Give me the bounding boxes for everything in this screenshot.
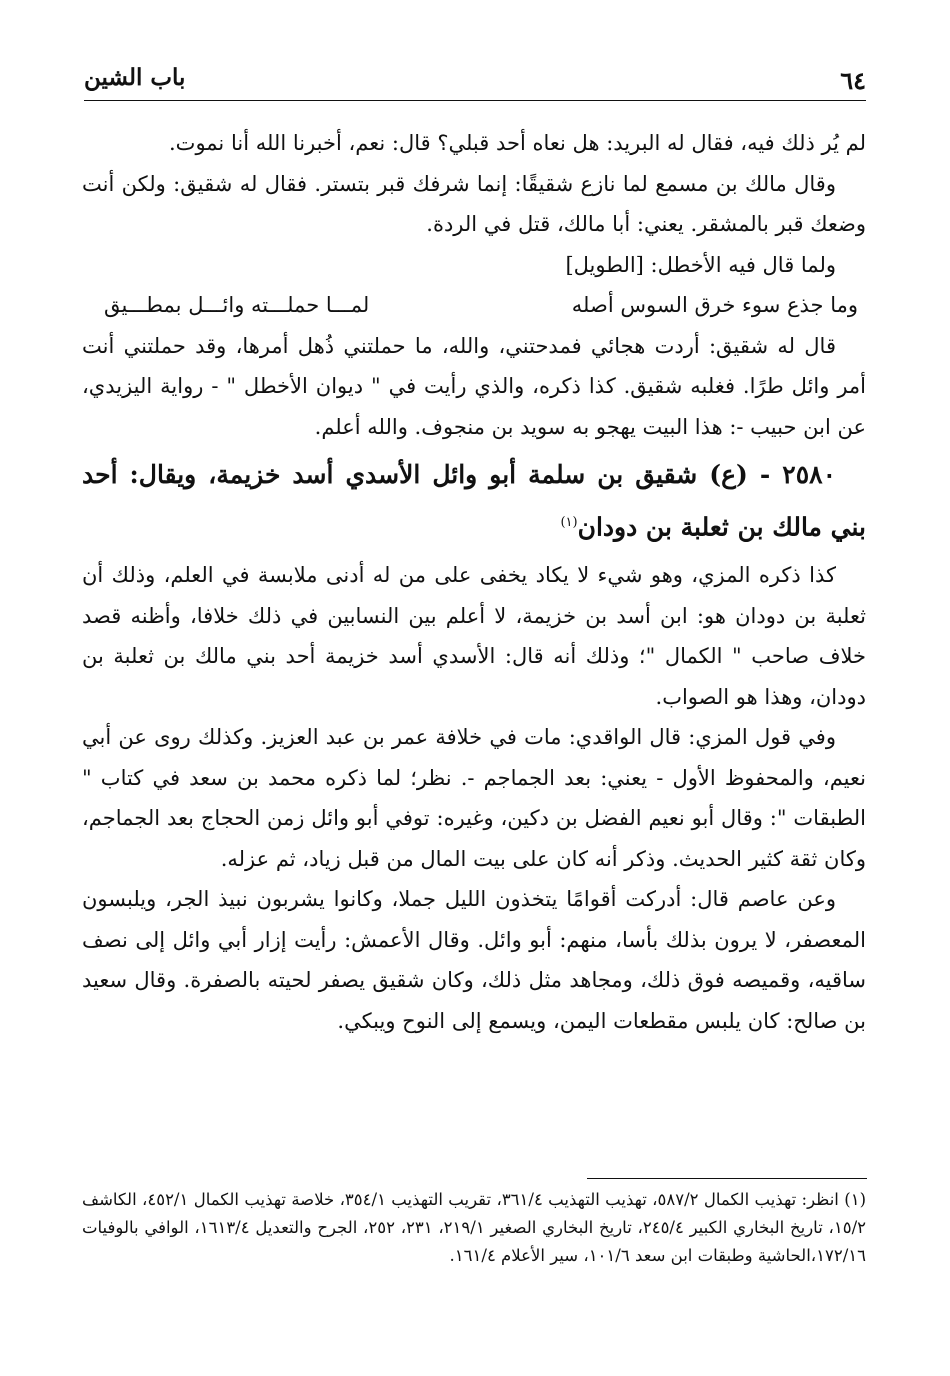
footnote-reference: (١) [560,515,578,530]
entry-heading-text: ٢٥٨٠ - (ع) شقيق بن سلمة أبو وائل الأسدي أسد خزيمة، ويقال: أحد بني مالك بن ثعلبة بن دودان [82,460,866,542]
paragraph: كذا ذكره المزي، وهو شيء لا يكاد يخفى على من له أدنى ملابسة في العلم، وذلك أن ثعلبة بن دودان هو: ابن أسد بن خزيمة، لا أعلم بين النسابين في ذلك خلافا، وأظنه قصد خلاف صاحب " الكمال "؛ وذلك أنه قال: الأسدي أسد خزيمة أحد بني مالك بن ثعلبة بن دودان، وهذا هو الصواب. [82,563,866,709]
page-number: ٦٤ [840,66,866,95]
main-text [82,123,866,1041]
paragraph: وعن عاصم قال: أدركت أقوامًا يتخذون الليل جملا، وكانوا يشربون نبيذ الجر، ويلبسون المعصفر، لا يرون بذلك بأسا، منهم: أبو وائل. وقال الأعمش: رأيت إزار أبي وائل إلى نصف ساقيه، وقميصه فوق ذلك، ومجاهد مثل ذلك، وكان شقيق يصفر لحيته بالصفرة. وقال سعيد بن صالح: كان يلبس مقطعات اليمن، ويسمع إلى النوح ويبكي. [82,887,866,1033]
verse-intro: ولما قال فيه الأخطل: [الطويل] [565,252,836,277]
entry-heading [82,451,866,551]
paragraph: لم يُر ذلك فيه، فقال له البريد: هل نعاه أحد قبلي؟ قال: نعم، أخبرنا الله أنا نموت. [169,131,866,155]
page-header [84,56,866,101]
footnote [82,1186,866,1270]
running-title: باب الشين [84,64,186,91]
footnote-text: (١) انظر: تهذيب الكمال ٥٨٧/٢، تهذيب التهذيب ٣٦١/٤، تقريب التهذيب ٣٥٤/١، خلاصة تهذيب الكمال ٤٥٢/١، الكاشف ١٥/٢، تاريخ البخاري الكبير ٢٤٥/٤، تاريخ البخاري الصغير ٢١٩/١، ٢٣١، ٢٥٢، الجرح والتعديل ١٦١٣/٤، الوافي بالوفيات ١٧٢/١٦،الحاشية وطبقات ابن سعد ١٠١/٦، سير الأعلام ١٦١/٤. [82,1190,866,1265]
paragraph: وقال مالك بن مسمع لما نازع شقيقًا: إنما شرفك قبر بتستر. فقال له شقيق: ولكن أنت وضعك قبر بالمشقر. يعني: أبا مالك، قتل في الردة. [82,171,866,236]
poetry-verse [82,285,866,326]
verse-second-hemistich: لمـــا حملـــته وائـــل بمطـــيق [104,293,370,317]
paragraph: وفي قول المزي: قال الواقدي: مات في خلافة عمر بن عبد العزيز. وكذلك روى عن أبي نعيم، والمحفوظ الأول - يعني: بعد الجماجم -. نظر؛ لما ذكره محمد بن سعد في كتاب " الطبقات ": وقال أبو نعيم الفضل بن دكين، وغيره: توفي أبو وائل زمن الحجاج بعد الجماجم، وكان ثقة كثير الحديث. وذكر أنه كان على بيت المال من قبل زياد، ثم عزله. [82,725,866,871]
footnote-divider [587,1178,867,1179]
paragraph: قال له شقيق: أردت هجائي فمدحتني، والله، ما حملتني ذُهل أمرها، وقد حملتني أنت أمر وائل طرًا. فغلبه شقيق. كذا ذكره، والذي رأيت في " ديوان الأخطل " - رواية اليزيدي، عن ابن حبيب -: هذا البيت يهجو به سويد بن منجوف. والله أعلم. [82,333,866,439]
verse-first-hemistich: وما جذع سوء خرق السوس أصله [571,293,858,317]
